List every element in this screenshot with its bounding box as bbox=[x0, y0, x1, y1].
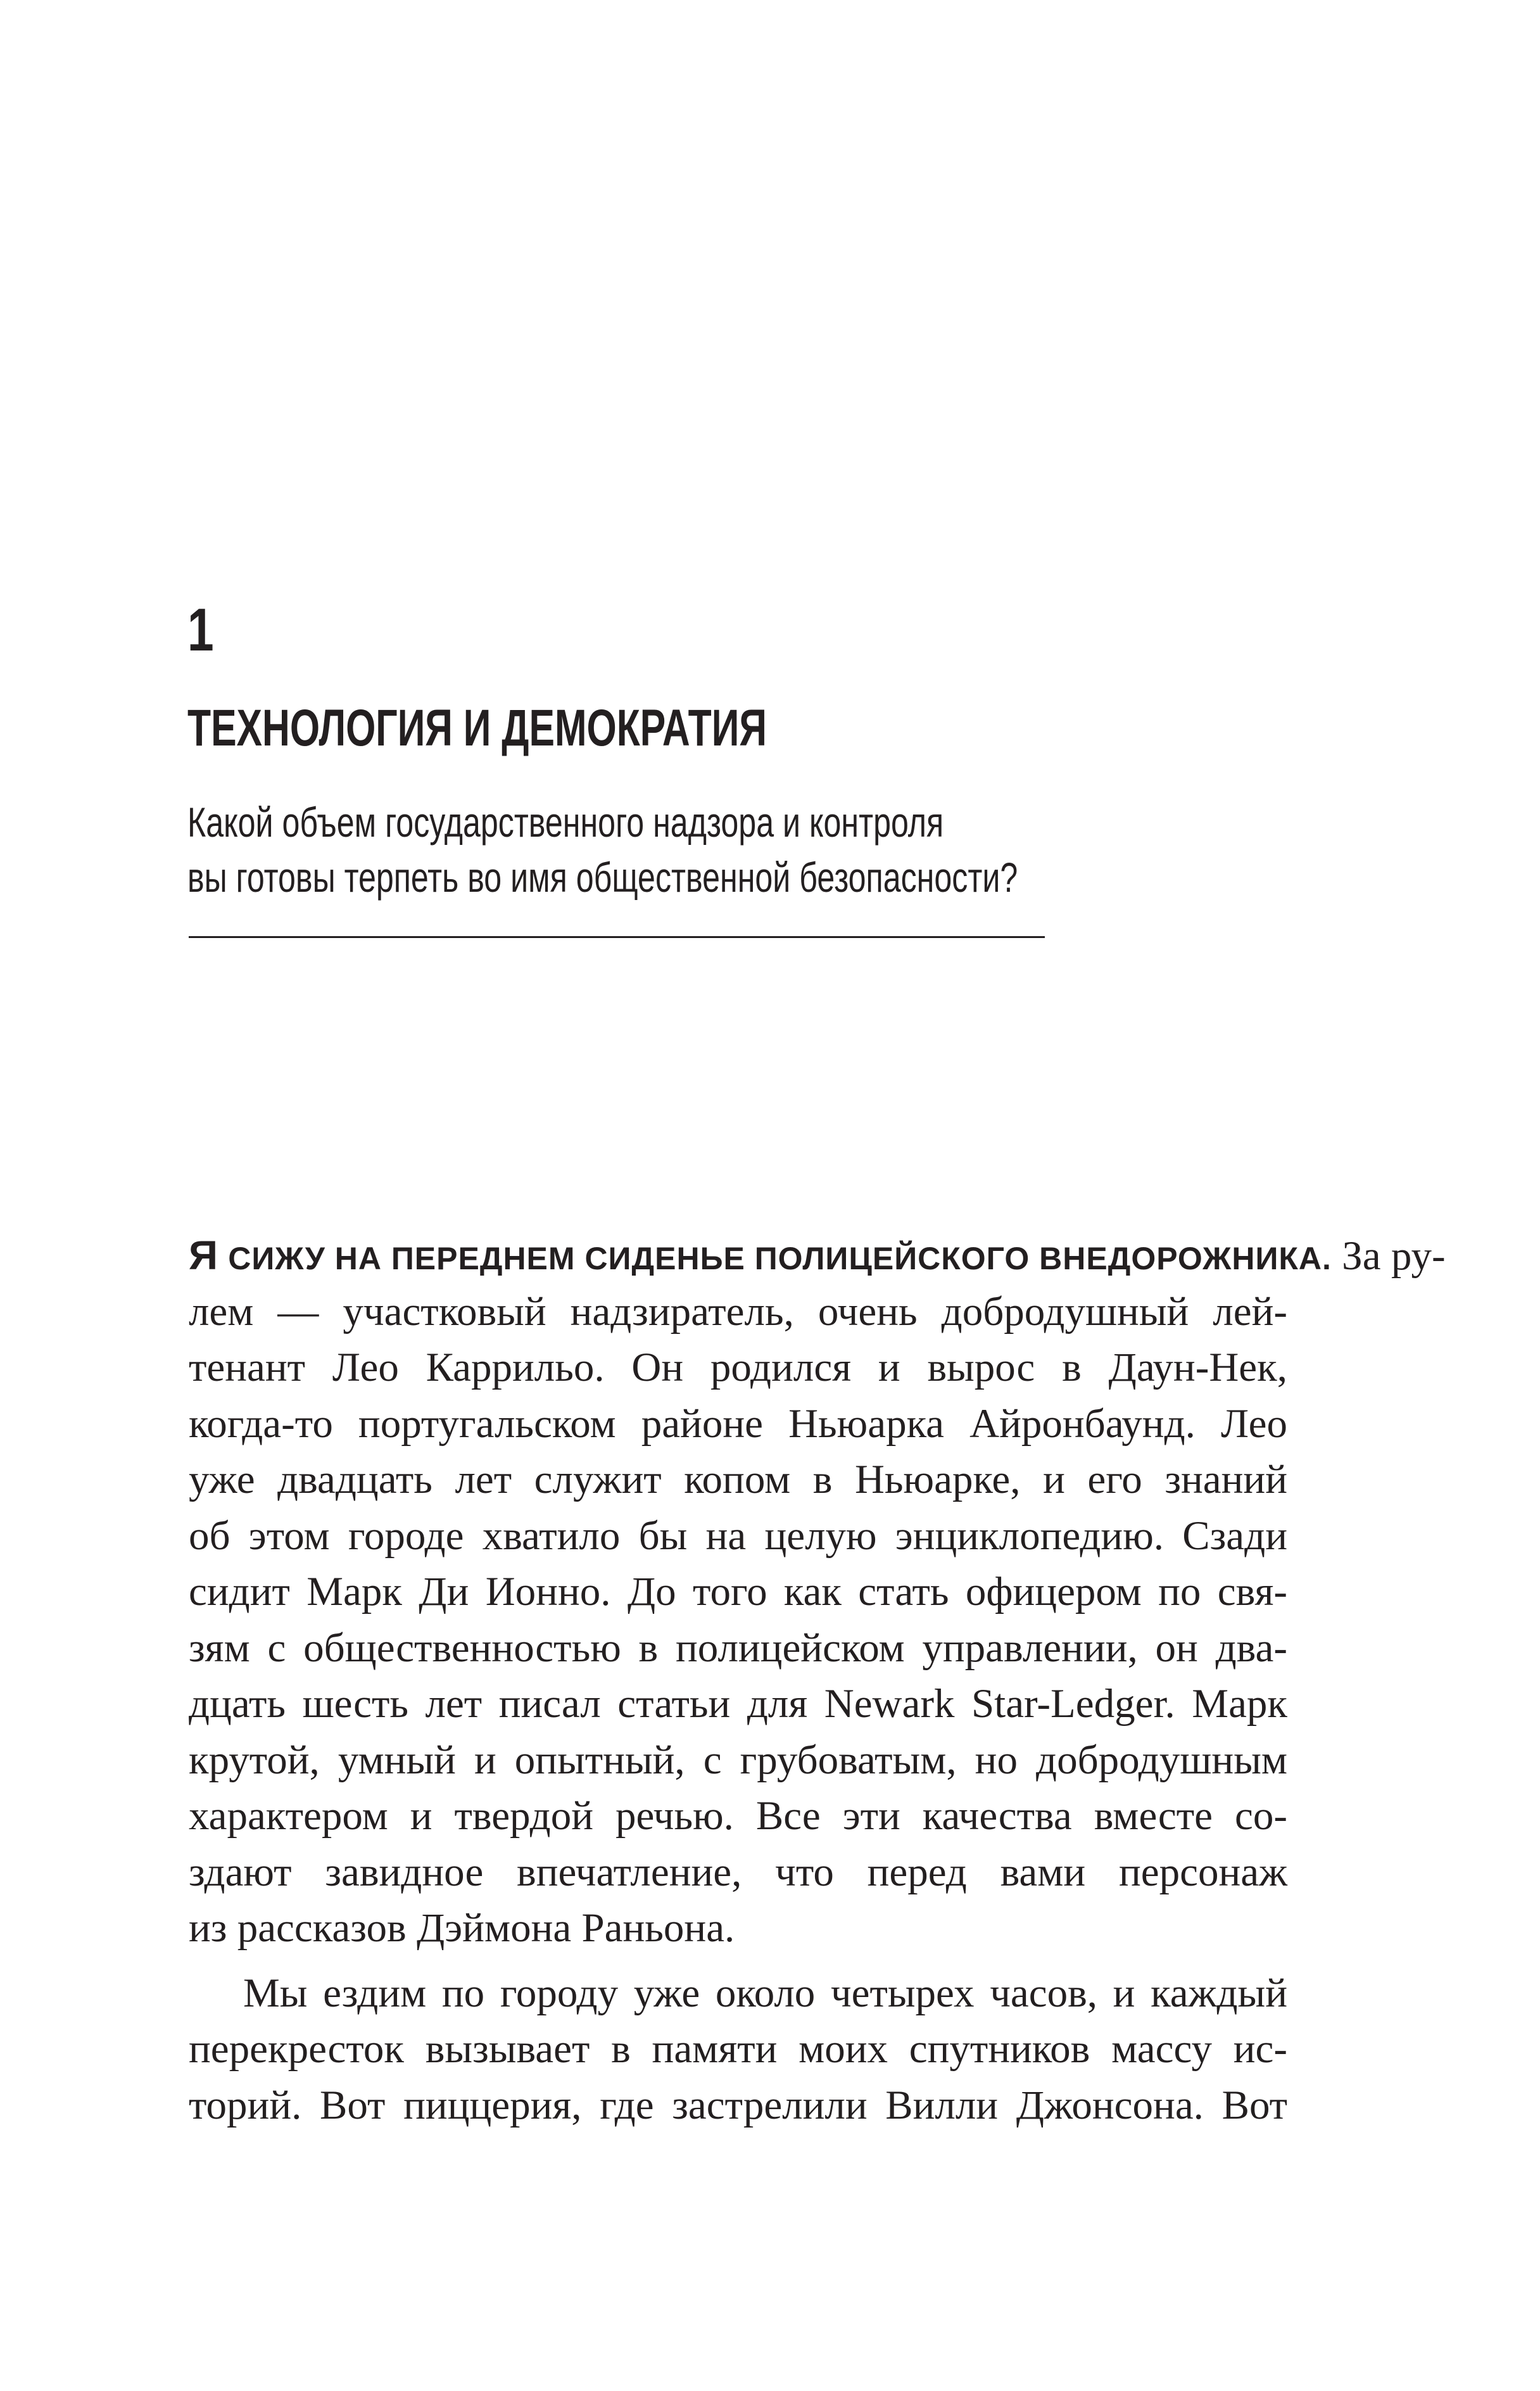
chapter-number: 1 bbox=[187, 596, 214, 664]
text-line: здают завидное впечатление, что перед вами персонаж bbox=[189, 1849, 1287, 1895]
text-line: когда-то португальском районе Ньюарка Айронбаунд. Лео bbox=[189, 1400, 1287, 1447]
text-line: сидит Марк Ди Ионно. До того как стать офицером по свя- bbox=[189, 1569, 1287, 1614]
text-line: перекресток вызывает в памяти моих спутников массу ис- bbox=[189, 2026, 1287, 2072]
lead-initial: Я bbox=[189, 1233, 218, 1278]
text-line: тенант Лео Каррильо. Он родился и вырос в Даун-Нек, bbox=[189, 1345, 1287, 1390]
text-line: уже двадцать лет служит копом в Ньюарке, и его знаний bbox=[189, 1457, 1287, 1502]
text-line: об этом городе хватило бы на целую энциклопедию. Сзади bbox=[189, 1513, 1287, 1559]
paragraph-gap bbox=[189, 1957, 1287, 1965]
text-line: характером и твердой речью. Все эти качества вместе со- bbox=[189, 1793, 1287, 1839]
chapter-title: ТЕХНОЛОГИЯ И ДЕМОКРАТИЯ bbox=[187, 699, 767, 757]
body-text bbox=[189, 1227, 1446, 2133]
subtitle-divider bbox=[189, 936, 1045, 938]
subtitle-line: Какой объем государственного надзора и контроля bbox=[187, 799, 944, 846]
text-line: зям с общественностью в полицейском управлении, он два- bbox=[189, 1625, 1287, 1671]
chapter-subtitle bbox=[187, 795, 1150, 905]
text-line bbox=[189, 1227, 1446, 1284]
subtitle-line: вы готовы терпеть во имя общественной безопасности? bbox=[187, 854, 1018, 901]
lead-continuation: За ру- bbox=[1331, 1233, 1446, 1279]
text-line: дцать шесть лет писал статьи для Newark Star-Ledger. Марк bbox=[189, 1681, 1287, 1727]
text-line: Мы ездим по городу уже около четырех часов, и каждый bbox=[243, 1970, 1287, 2016]
lead-smallcaps: СИЖУ НА ПЕРЕДНЕМ СИДЕНЬЕ ПОЛИЦЕЙСКОГО ВНЕДОРОЖНИКА. bbox=[228, 1241, 1332, 1276]
text-line: из рассказов Дэймона Раньона. bbox=[189, 1905, 735, 1951]
text-line: лем — участковый надзиратель, очень добродушный лей- bbox=[189, 1288, 1287, 1335]
text-line: торий. Вот пиццерия, где застрелили Вилли Джонсона. Вот bbox=[189, 2082, 1287, 2128]
text-line: крутой, умный и опытный, с грубоватым, но добродушным bbox=[189, 1737, 1287, 1783]
